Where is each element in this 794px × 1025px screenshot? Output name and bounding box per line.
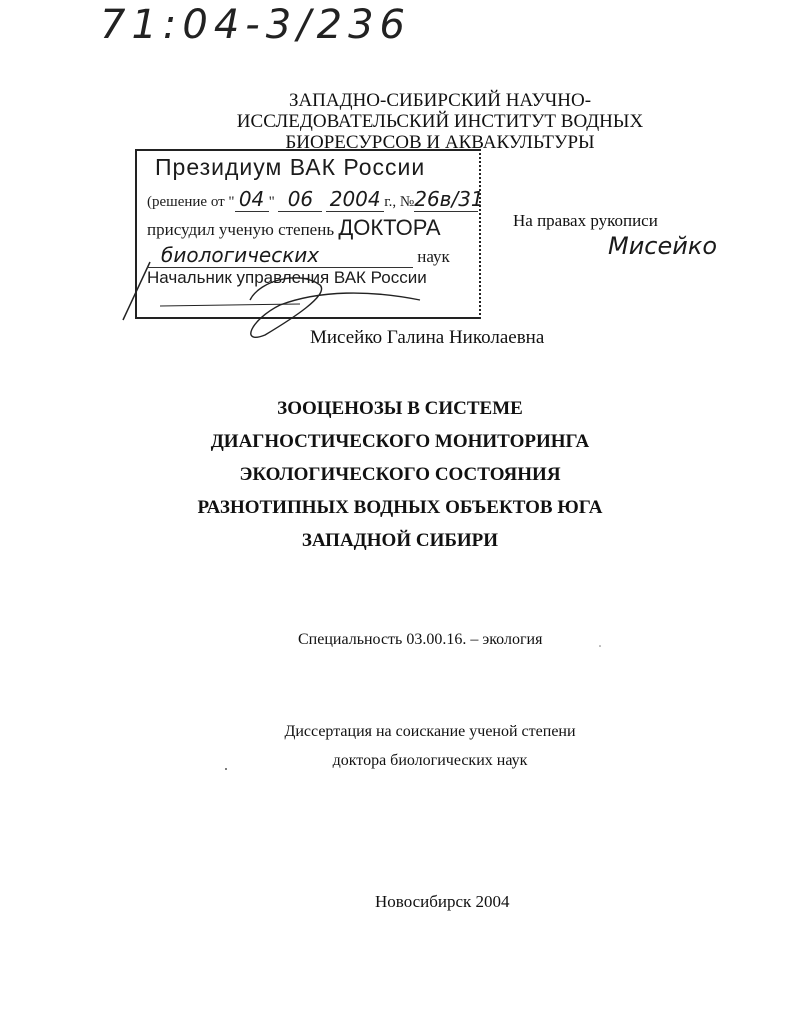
stamp-chief: Начальник управления ВАК России — [147, 268, 427, 287]
title-line: ДИАГНОСТИЧЕСКОГО МОНИТОРИНГА — [210, 431, 590, 452]
title-line: РАЗНОТИПНЫХ ВОДНЫХ ОБЪЕКТОВ ЮГА — [197, 497, 603, 518]
stamp-science-suffix: наук — [417, 247, 450, 266]
stamp-decision-prefix: (решение от " — [147, 194, 235, 210]
institute-line: БИОРЕСУРСОВ И АКВАКУЛЬТУРЫ — [285, 132, 595, 153]
title-line: ЭКОЛОГИЧЕСКОГО СОСТОЯНИЯ — [239, 464, 561, 485]
institute-name — [180, 90, 700, 153]
dissertation-line-2: доктора биологических наук — [332, 752, 528, 769]
stamp-degree-line — [147, 215, 441, 241]
vak-stamp — [135, 149, 484, 319]
stamp-degree: ДОКТОРА — [338, 215, 441, 240]
dissertation-title — [140, 392, 660, 557]
stamp-degree-prefix: присудил ученую степень — [147, 220, 335, 239]
stamp-month: 06 — [278, 187, 322, 212]
stamp-decision-line — [147, 187, 484, 212]
stamp-title: Президиум ВАК России — [155, 154, 426, 180]
title-line: ЗООЦЕНОЗЫ В СИСТЕМЕ — [277, 398, 523, 419]
speck — [599, 645, 601, 647]
stamp-year: 2004 — [326, 187, 384, 212]
manuscript-signature: Мисейко — [608, 232, 718, 260]
specialty: Специальность 03.00.16. – экология — [298, 631, 543, 648]
institute-line: ЗАПАДНО-СИБИРСКИЙ НАУЧНО- — [288, 90, 592, 111]
author-name: Мисейко Галина Николаевна — [310, 327, 545, 348]
speck — [225, 768, 227, 770]
stamp-quote: " — [268, 194, 275, 210]
stamp-year-suffix: г., № — [384, 194, 415, 210]
stamp-science-line — [147, 243, 473, 268]
archive-number: 71:04-3/236 — [100, 2, 411, 48]
stamp-day: 04 — [235, 187, 269, 212]
stamp-science-field: биологических — [147, 243, 413, 268]
stamp-number: 26в/31 — [414, 187, 484, 211]
institute-line: ИССЛЕДОВАТЕЛЬСКИЙ ИНСТИТУТ ВОДНЫХ — [236, 111, 644, 132]
title-line: ЗАПАДНОЙ СИБИРИ — [301, 530, 499, 551]
dissertation-note — [230, 717, 630, 775]
dissertation-line-1: Диссертация на соискание ученой степени — [284, 723, 576, 740]
manuscript-label: На правах рукописи — [513, 211, 658, 230]
city-year: Новосибирск 2004 — [375, 892, 510, 911]
